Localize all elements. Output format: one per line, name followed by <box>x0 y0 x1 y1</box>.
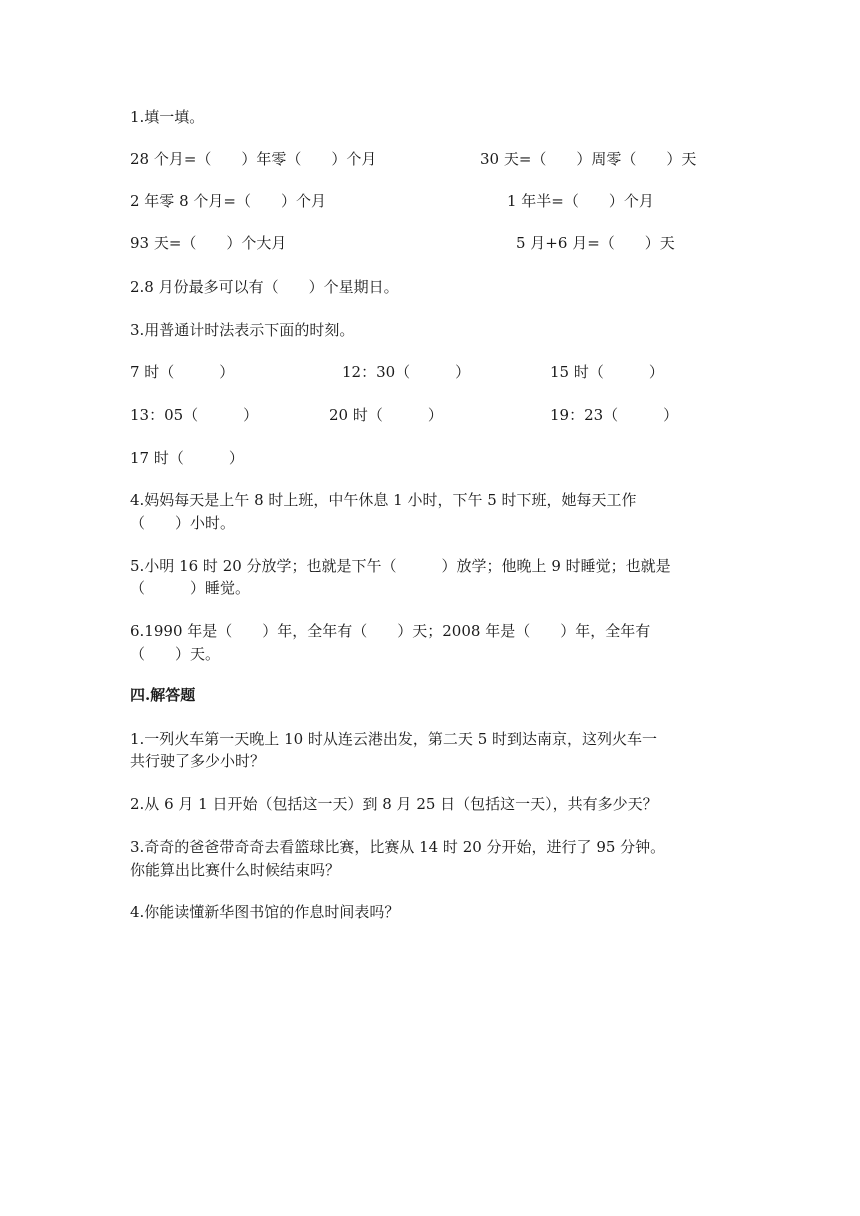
q3-time-7: 7 时（ ） <box>130 363 235 381</box>
q2-text: 2.8 月份最多可以有（ ）个星期日。 <box>130 278 399 296</box>
q3-time-15: 15 时（ ） <box>550 363 664 381</box>
q1-item-months-to-years: 28 个月=（ ）年零（ ）个月 <box>130 150 377 168</box>
q1-item-half-year: 1 年半=（ ）个月 <box>507 192 654 210</box>
q6-line1: 6.1990 年是（ ）年，全年有（ ）天；2008 年是（ ）年，全年有 <box>130 622 651 640</box>
s4-q1-line1: 1.一列火车第一天晚上 10 时从连云港出发，第二天 5 时到达南京，这列火车一 <box>130 730 658 748</box>
q6-line2: （ ）天。 <box>130 645 221 663</box>
q3-time-13-05: 13：05（ ） <box>130 406 259 424</box>
s4-q1-line2: 共行驶了多少小时？ <box>130 752 266 770</box>
q3-time-19-23: 19：23（ ） <box>550 406 679 424</box>
q3-time-17: 17 时（ ） <box>130 449 244 467</box>
q1-item-may-june-days: 5 月+6 月=（ ）天 <box>516 234 675 252</box>
s4-q2-text: 2.从 6 月 1 日开始（包括这一天）到 8 月 25 日（包括这一天），共有多少天？ <box>130 795 658 813</box>
s4-q4-text: 4.你能读懂新华图书馆的作息时间表吗？ <box>130 903 400 921</box>
q4-line2: （ ）小时。 <box>130 514 236 532</box>
q3-time-20: 20 时（ ） <box>329 406 443 424</box>
q1-item-years-to-months: 2 年零 8 个月=（ ）个月 <box>130 192 326 210</box>
q1-title: 1.填一填。 <box>130 108 205 126</box>
q5-line2: （ ）睡觉。 <box>130 579 251 597</box>
section-heading: 四.解答题 <box>130 686 196 704</box>
s4-q3-line1: 3.奇奇的爸爸带奇奇去看篮球比赛，比赛从 14 时 20 分开始，进行了 95 分钟。 <box>130 838 666 856</box>
q3-time-12-30: 12：30（ ） <box>342 363 471 381</box>
q4-line1: 4.妈妈每天是上午 8 时上班，中午休息 1 小时，下午 5 时下班，她每天工作 <box>130 491 637 509</box>
q1-item-days-to-weeks: 30 天=（ ）周零（ ）天 <box>480 150 697 168</box>
q1-item-big-months: 93 天=（ ）个大月 <box>130 234 287 252</box>
s4-q3-line2: 你能算出比赛什么时候结束吗？ <box>130 861 341 879</box>
q3-title: 3.用普通计时法表示下面的时刻。 <box>130 321 355 339</box>
q5-line1: 5.小明 16 时 20 分放学；也就是下午（ ）放学；他晚上 9 时睡觉；也就是 <box>130 557 671 575</box>
